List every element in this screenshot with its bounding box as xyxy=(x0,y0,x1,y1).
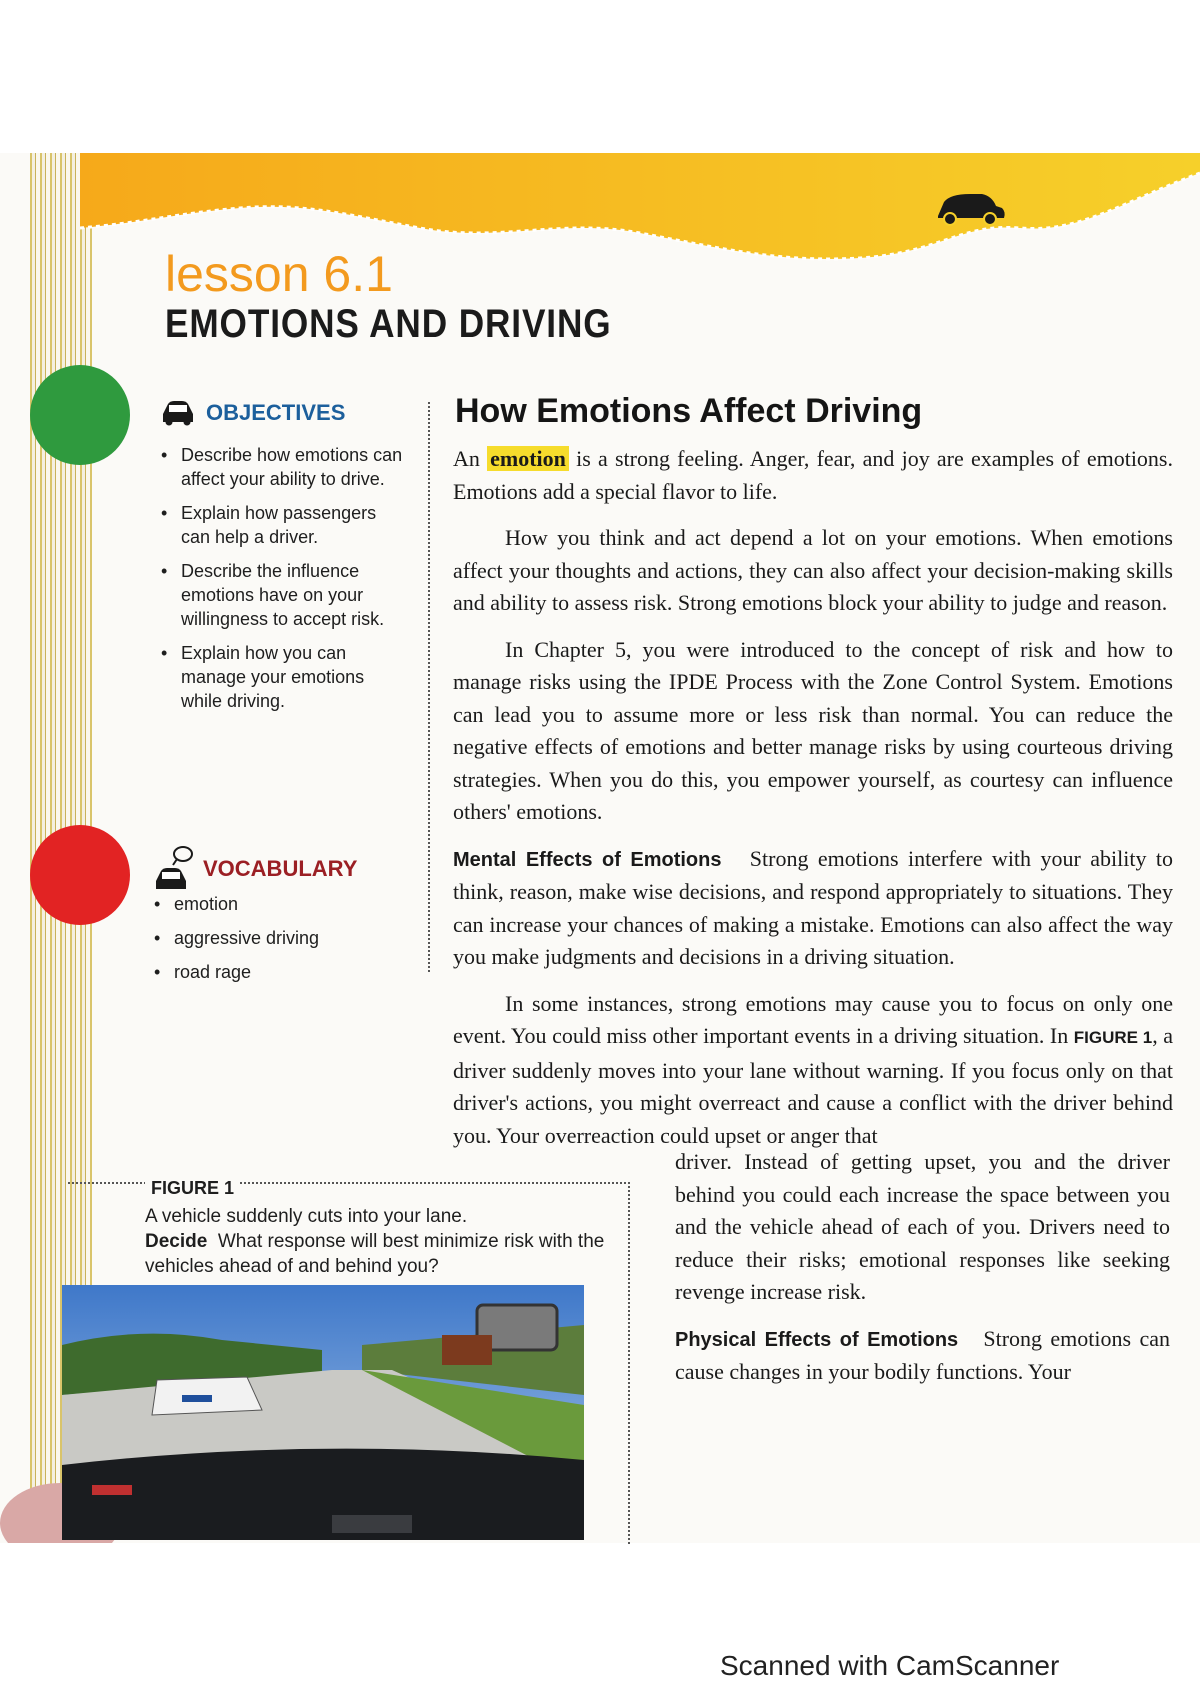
text-run: An xyxy=(453,446,480,471)
list-item: • Explain how passengers can help a driver. xyxy=(157,501,407,549)
run-in-heading: Mental Effects of Emotions xyxy=(453,848,722,871)
decide-label: Decide xyxy=(145,1231,208,1252)
paragraph xyxy=(675,1323,1170,1389)
paragraph: How you think and act depend a lot on your emotions. When emotions affect your thoughts and actions, they can also affect your decision-making skills and ability to assess risk. Strong emotions block your ability to judge and reason. xyxy=(453,525,1173,615)
continued-text-column xyxy=(675,1146,1170,1403)
scanner-watermark: Scanned with CamScanner xyxy=(720,1650,1060,1681)
objectives-label: OBJECTIVES xyxy=(206,400,346,425)
list-item: • aggressive driving xyxy=(150,926,400,950)
figure-photo xyxy=(62,1285,584,1540)
run-in-heading: Physical Effects of Emotions xyxy=(675,1328,959,1351)
lesson-title: EMOTIONS AND DRIVING xyxy=(165,302,612,346)
list-item: • road rage xyxy=(150,960,400,984)
list-item: • Describe the influence emotions have on your willingness to accept risk. xyxy=(157,559,407,631)
figure-reference: FIGURE 1 xyxy=(1073,1028,1153,1047)
objectives-heading xyxy=(160,400,345,426)
text-run: In some instances, strong emotions may cause you to focus on only one event. You could miss other important events in a driving situation. In xyxy=(453,990,1173,1048)
lesson-number: lesson 6.1 xyxy=(165,246,393,302)
car-icon xyxy=(160,400,196,426)
decide-text xyxy=(145,1229,615,1279)
vocabulary-label: VOCABULARY xyxy=(203,856,358,881)
speech-car-icon xyxy=(153,845,193,893)
green-tab xyxy=(30,365,130,465)
list-item: • emotion xyxy=(150,892,400,916)
vocabulary-term: emotion xyxy=(487,446,569,471)
list-item: • Explain how you can manage your emotions while driving. xyxy=(157,641,407,713)
paragraph: In Chapter 5, you were introduced to the concept of risk and how to manage risks using the IPDE Process with the Zone Control System. Emotions can lead you to assume more or less risk than normal. You can reduce the negative effects of emotions and better manage risks by using courteous driving strategies. When you do this, you empower yourself, as courtesy can influence others' emotions. xyxy=(453,636,1173,824)
section-heading: How Emotions Affect Driving xyxy=(455,392,923,430)
text-run: Strong emotions can cause changes in your bodily functions. Your xyxy=(675,1325,1171,1384)
vocabulary-list xyxy=(150,892,400,994)
red-tab xyxy=(30,825,130,925)
text-run: Strong emotions interfere with your ability to think, reason, make wise decisions, and respond appropriately to situations. They can increase your chances of making a mistake. Emotions can also affect the way you make judgments and decisions in a driving situation. xyxy=(453,845,1173,969)
objectives-list xyxy=(157,443,407,723)
main-text-column xyxy=(453,443,1173,1166)
decide-question: What response will best minimize risk with the vehicles ahead of and behind you? xyxy=(145,1231,605,1277)
text-run: is a strong feeling. Anger, fear, and joy are examples of emotions. Emotions add a special flavor to life. xyxy=(453,446,1173,504)
caption-text: A vehicle suddenly cuts into your lane. xyxy=(145,1206,468,1227)
paragraph: driver. Instead of getting upset, you and the driver behind you could each increase the space between you and the vehicle ahead of each of you. Drivers need to reduce their risks; emotional responses like seeking revenge increase risk. xyxy=(675,1149,1170,1304)
paragraph xyxy=(453,988,1173,1153)
figure-caption xyxy=(145,1204,615,1279)
list-item: • Describe how emotions can affect your ability to drive. xyxy=(157,443,407,491)
figure-label: FIGURE 1 xyxy=(145,1178,240,1199)
column-divider xyxy=(428,402,430,972)
text-run: , a driver suddenly moves into your lane without warning. If you focus only on that driver's actions, you might overreact and cause a conflict with the driver behind you. Your overreaction could upset or anger that xyxy=(453,1023,1174,1148)
vocabulary-heading xyxy=(153,845,357,893)
paragraph xyxy=(453,843,1173,974)
paragraph xyxy=(453,443,1173,508)
